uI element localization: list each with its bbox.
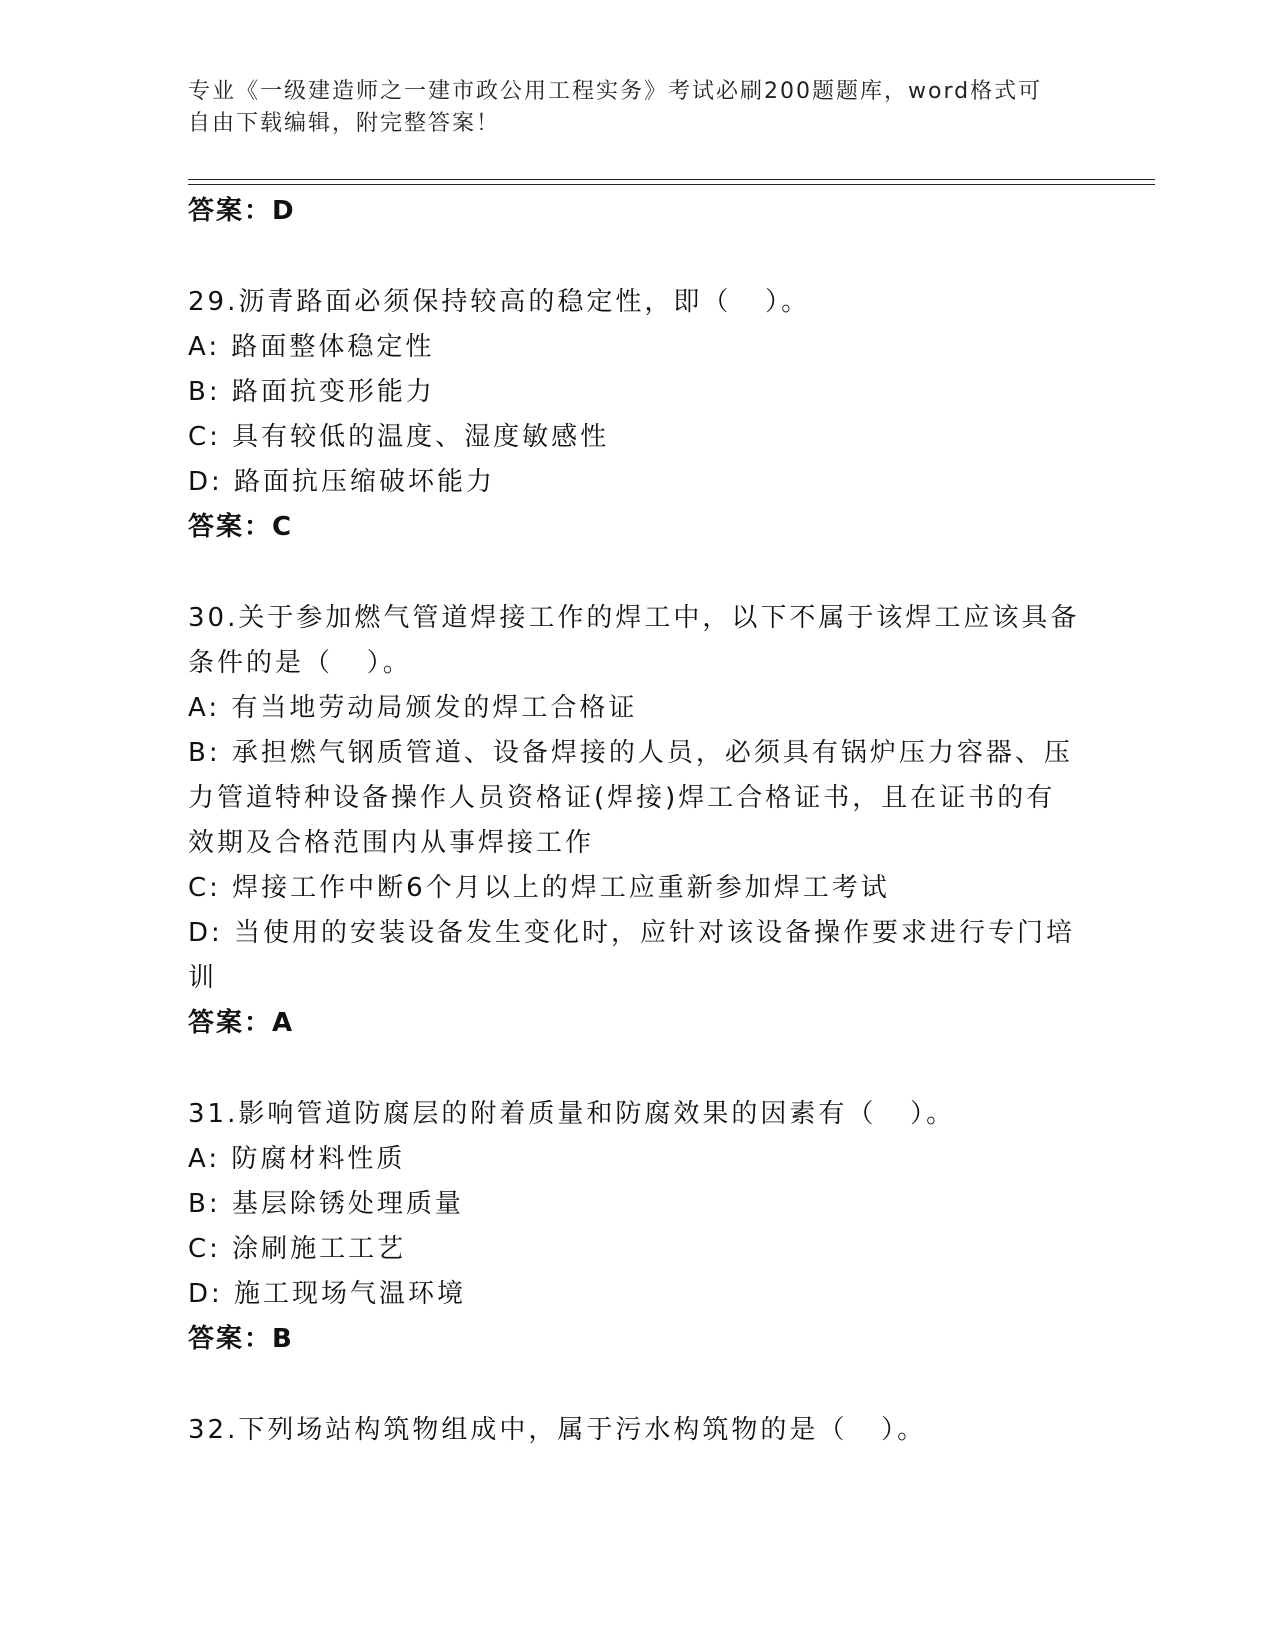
question-gap xyxy=(188,234,1088,280)
option-b: B: 路面抗变形能力 xyxy=(188,377,435,407)
answer: 答案：B xyxy=(188,1324,294,1354)
option-d: 训 xyxy=(188,963,218,993)
header-rule-bottom xyxy=(188,184,1155,185)
option-b: 效期及合格范围内从事焊接工作 xyxy=(188,828,595,858)
option-c: C: 具有较低的温度、湿度敏感性 xyxy=(188,422,610,452)
option-a: A: 防腐材料性质 xyxy=(188,1144,406,1174)
option-a: A: 有当地劳动局颁发的焊工合格证 xyxy=(188,693,638,723)
header-line-2: 自由下载编辑，附完整答案！ xyxy=(188,111,501,136)
option-d: D: 施工现场气温环境 xyxy=(188,1279,467,1309)
option-a: A: 路面整体稳定性 xyxy=(188,332,435,362)
answer: 答案：C xyxy=(188,512,294,542)
header-line-1: 专业《一级建造师之一建市政公用工程实务》考试必刷200题题库，word格式可 xyxy=(188,79,1043,104)
answer-28: 答案：D xyxy=(188,196,296,226)
question-31 xyxy=(188,1092,1088,1362)
question-gap xyxy=(188,550,1088,596)
option-b: B: 基层除锈处理质量 xyxy=(188,1189,464,1219)
question-gap xyxy=(188,1362,1088,1408)
option-d: D: 当使用的安装设备发生变化时，应针对该设备操作要求进行专门培 xyxy=(188,918,1076,948)
header-rule-top xyxy=(188,179,1155,180)
option-d: D: 路面抗压缩破坏能力 xyxy=(188,467,496,497)
answer: 答案：A xyxy=(188,1008,295,1038)
question-30 xyxy=(188,596,1088,1046)
option-c: C: 焊接工作中断6个月以上的焊工应重新参加焊工考试 xyxy=(188,873,890,903)
question-stem: 条件的是（ ）。 xyxy=(188,648,412,678)
question-32 xyxy=(188,1408,1088,1453)
option-c: C: 涂刷施工工艺 xyxy=(188,1234,407,1264)
question-stem: 31.影响管道防腐层的附着质量和防腐效果的因素有（ ）。 xyxy=(188,1099,956,1129)
question-gap xyxy=(188,1046,1088,1092)
question-stem: 32.下列场站构筑物组成中，属于污水构筑物的是（ ）。 xyxy=(188,1415,927,1445)
option-b: 力管道特种设备操作人员资格证(焊接)焊工合格证书，且在证书的有 xyxy=(188,783,1056,813)
question-stem: 29.沥青路面必须保持较高的稳定性，即（ ）。 xyxy=(188,287,811,317)
page-header xyxy=(188,76,1088,140)
option-b: B: 承担燃气钢质管道、设备焊接的人员，必须具有锅炉压力容器、压 xyxy=(188,738,1073,768)
question-29 xyxy=(188,280,1088,550)
document-body xyxy=(188,189,1088,1453)
question-stem: 30.关于参加燃气管道焊接工作的焊工中，以下不属于该焊工应该具备 xyxy=(188,603,1080,633)
